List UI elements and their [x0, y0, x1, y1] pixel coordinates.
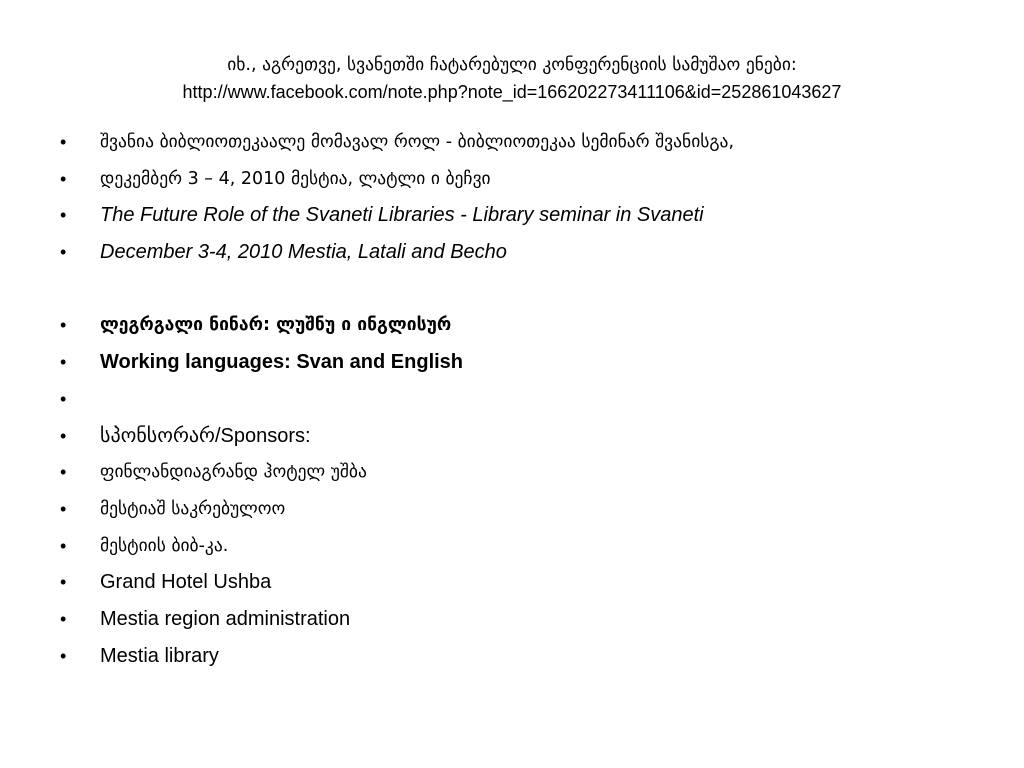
item-seminar-title-english: The Future Role of the Svaneti Libraries - Library seminar in Svaneti — [100, 204, 704, 227]
bullet-icon: • — [60, 425, 67, 446]
bullet-icon: • — [60, 462, 67, 483]
bullet-icon: • — [60, 608, 67, 629]
bullet-icon: • — [60, 572, 67, 593]
item-sponsor-library-english: Mestia library — [100, 644, 219, 667]
item-seminar-date-svan: დეკემბერ 3 – 4, 2010 მესტია, ლატლი ი ბეჩვი — [100, 168, 491, 189]
list-item — [0, 601, 1024, 638]
item-working-languages-english: Working languages: Svan and English — [100, 351, 464, 374]
item-sponsor-hotel-svan: ფინლანდიაგრანდ ჰოტელ უშბა — [100, 462, 367, 483]
list-item — [0, 234, 1024, 271]
list-item — [0, 161, 1024, 198]
bullet-icon: • — [60, 242, 67, 263]
bullet-icon: • — [60, 535, 67, 556]
bullet-icon: • — [60, 315, 67, 336]
bullet-icon: • — [60, 388, 67, 409]
bullet-icon: • — [60, 498, 67, 519]
item-sponsor-library-georgian: მესტიის ბიბ-კა. — [100, 535, 229, 556]
bullet-icon: • — [60, 205, 67, 226]
list-item — [0, 307, 1024, 344]
item-sponsors-heading: სპონსორარ/Sponsors: — [100, 424, 311, 447]
item-sponsor-council-svan: მესტიაშ საკრებულოო — [100, 498, 286, 519]
list-item — [0, 491, 1024, 528]
list-item — [0, 454, 1024, 491]
list-item — [0, 124, 1024, 161]
item-seminar-date-english: December 3-4, 2010 Mestia, Latali and Becho — [100, 241, 507, 264]
slide-title — [60, 52, 964, 106]
item-sponsor-administration-english: Mestia region administration — [100, 607, 351, 630]
title-georgian-line: იხ., აგრეთვე, სვანეთში ჩატარებული კონფერენციის სამუშაო ენები: — [227, 55, 797, 75]
list-item — [0, 344, 1024, 381]
list-item — [0, 418, 1024, 455]
title-url-line: http://www.facebook.com/note.php?note_id=166202273411106&id=252861043627 — [182, 82, 842, 102]
list-item — [0, 528, 1024, 565]
list-item — [0, 197, 1024, 234]
list-item — [0, 564, 1024, 601]
item-seminar-title-svan: შვანია ბიბლიოთეკაალე მომავალ როლ - ბიბლიოთეკაა სემინარ შვანისგა, — [100, 132, 735, 152]
list-item — [0, 381, 1024, 418]
bullet-list — [0, 124, 1024, 674]
bullet-icon: • — [60, 132, 67, 152]
bullet-icon: • — [60, 645, 67, 666]
bullet-icon: • — [60, 352, 67, 373]
bullet-icon: • — [60, 168, 67, 189]
item-working-languages-svan: ლეგრგალი ნინარ: ლუშნუ ი ინგლისურ — [100, 315, 452, 336]
list-item — [0, 638, 1024, 675]
item-sponsor-hotel-english: Grand Hotel Ushba — [100, 571, 272, 594]
list-spacer — [0, 271, 1024, 308]
